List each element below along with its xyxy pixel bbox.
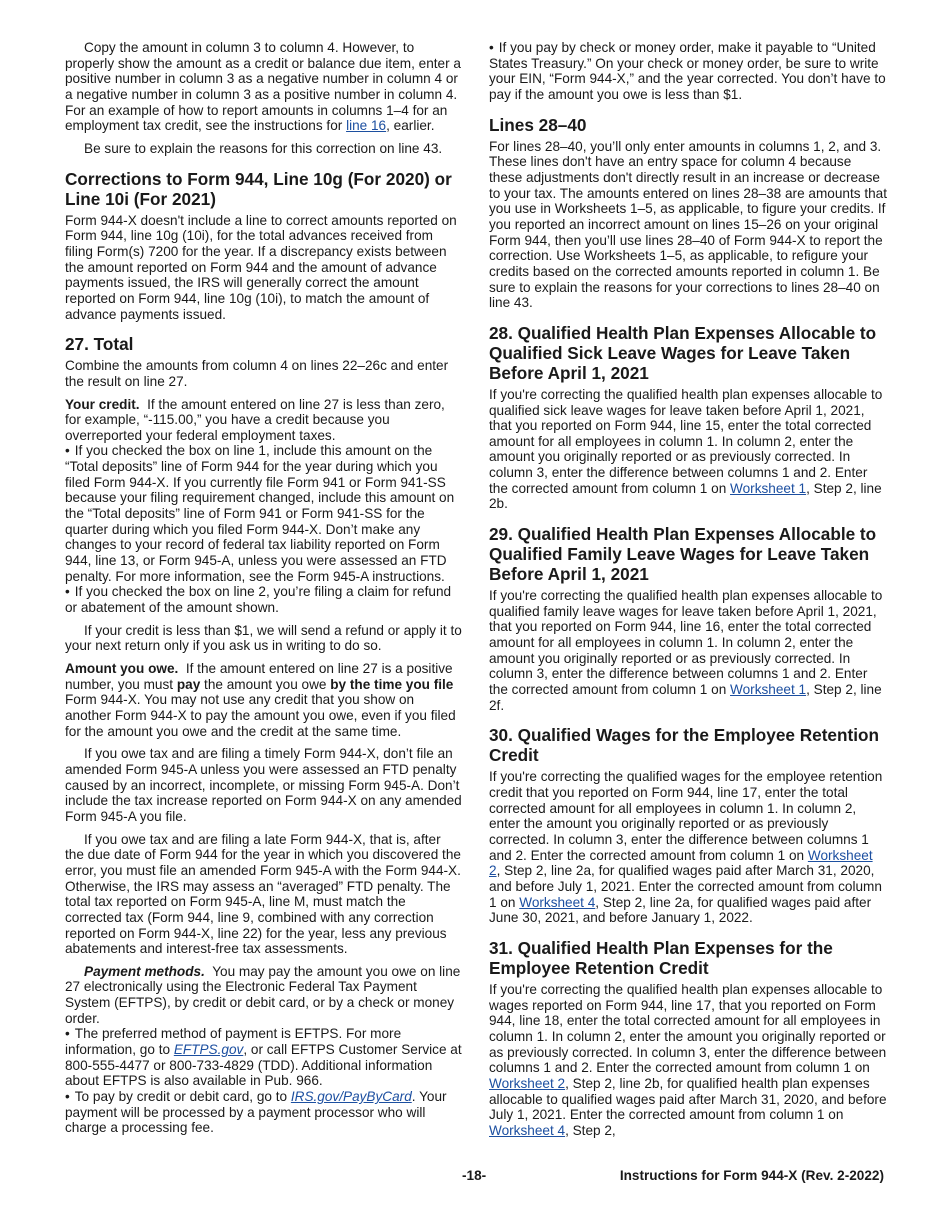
bullet-check-money-order: • If you pay by check or money order, make it payable to “United States Treasury.” On your check or money order, be sure to write your EIN, “Form 944-X,” and the year corrected. You don’t have to pay if the amount you owe is less than $1.	[489, 40, 886, 102]
your-credit-label: Your credit.	[65, 396, 140, 412]
bullet-icon: •	[65, 1026, 70, 1042]
bullet-eftps: • The preferred method of payment is EFTPS. For more information, go to EFTPS.gov, or call EFTPS Customer Service at 800-555-4477 or 800-733-4829 (TDD). Additional information about EFTPS is also available in Pub. 966.	[65, 1026, 462, 1089]
worksheet-2-link[interactable]: Worksheet 2	[489, 847, 873, 879]
paragraph-total: Combine the amounts from column 4 on lines 22–26c and enter the result on line 27.	[65, 358, 449, 389]
heading-27-total: 27. Total	[65, 334, 134, 355]
paragraph-corrections: Form 944-X doesn't include a line to correct amounts reported on Form 944, line 10g (10i), for the total advances received from filing Form(s) 7200 for the year. If a discrepancy exists between the amount reported on Form 944 and the amount of advance payments issued, the IRS will generally correct the amount reported on Form 944, line 10g (10i), to match the amount of advance payments issued.	[65, 212, 457, 322]
amount-you-owe-label: Amount you owe.	[65, 661, 179, 676]
heading-corrections-line-10g: Corrections to Form 944, Line 10g (For 2020) or Line 10i (For 2021)	[65, 168, 452, 209]
heading-line-29: 29. Qualified Health Plan Expenses Allocable to Qualified Family Leave Wages for Leave Taken Before April 1, 2021	[489, 524, 877, 585]
heading-line-28: 28. Qualified Health Plan Expenses Allocable to Qualified Sick Leave Wages for Leave Taken Before April 1, 2021	[489, 322, 877, 383]
worksheet-4-link[interactable]: Worksheet 4	[489, 1122, 566, 1138]
right-column	[489, 40, 887, 1145]
page-number: -18-	[462, 1168, 487, 1183]
paragraph-payment-methods: Payment methods. You may pay the amount you owe on line 27 electronically using the Electronic Federal Tax Payment System (EFTPS), by credit or debit card, or by a check or money order.	[65, 963, 461, 1026]
heading-line-30: 30. Qualified Wages for the Employee Retention Credit	[489, 725, 879, 766]
paragraph-line-29: If you're correcting the qualified health plan expenses allocable to qualified family leave wages for leave taken before April 1, 2021, that you reported on Form 944, line 16, enter the total corrected amount for all employees in column 1. In column 2, enter the amount you originally reported or as previously corrected. In column 3, enter the difference between columns 1 and 2. Enter the corrected amount from column 1 on Worksheet 1, Step 2, line 2f.	[489, 588, 883, 713]
worksheet-1-link[interactable]: Worksheet 1	[730, 682, 807, 698]
bullet-credit-line-1: • If you checked the box on line 1, include this amount on the “Total deposits” line of Form 944 for the year during which you filed Form 944-X. If you currently file Form 941 or Form 941-SS because your filing requirement changed, include this amount on the “Total deposits” line of Form 941 or Form 941-SS for the quarter during which you filed Form 944-X. Don’t make any changes to your record of federal tax liability reported on Form 944, line 13, or Form 945-A, unless you were assessed an FTD penalty. For more information, see the Form 945-A instructions.	[65, 443, 455, 584]
paragraph-lines-28-40: For lines 28–40, you’ll only enter amounts in columns 1, 2, and 3. These lines don't have an entry space for column 4 because these adjustments don't directly result in an increase or decrease to your tax. The amounts entered on lines 28–38 are amounts that you use in Worksheets 1–5, as applicable, to figure your credits. If you reported an incorrect amount on lines 15–26 on your original Form 944, then you’ll use lines 28–40 of Form 944-X to report the correction. Use Worksheets 1–5, as applicable, to refigure your credits based on the corrected amounts reported in column 1. Be sure to explain the reasons for your corrections to lines 28–40 on line 43.	[489, 138, 887, 311]
bullet-pay-by-card: • To pay by credit or debit card, go to IRS.gov/PayByCard. Your payment will be processed by a payment processor who will charge a processing fee.	[65, 1089, 447, 1136]
line-16-link[interactable]: line 16	[346, 118, 387, 134]
bullet-icon: •	[489, 40, 494, 55]
paragraph-line-28: If you're correcting the qualified health plan expenses allocable to qualified sick leave wages for leave taken before April 1, 2021, that you reported on Form 944, line 15, enter the total corrected amount for all employees in column 1. In column 2, enter the amount you originally reported or as previously corrected. In column 3, enter the difference between columns 1 and 2. Enter the corrected amount from column 1 on Worksheet 1, Step 2, line 2b.	[489, 386, 883, 512]
paragraph-credit-less-than-1: If your credit is less than $1, we will send a refund or apply it to your next return only if you ask us in writing to do so.	[65, 622, 462, 654]
paragraph-late-form: If you owe tax and are filing a late Form 944-X, that is, after the due date of Form 944 for the year in which you discovered the error, you must file an amended Form 945-A with the Form 944-X. Otherwise, the IRS may assess an “averaged” FTD penalty. The total tax reported on Form 945-A, line M, must match the corrected tax (Form 944, line 9, combined with any correction reported on Form 944-X, line 22) for the year, less any previous abatements and interest-free tax assessments.	[65, 831, 461, 957]
worksheet-2-link[interactable]: Worksheet 2	[489, 1075, 566, 1091]
footer-document-title: Instructions for Form 944-X (Rev. 2-2022)	[619, 1168, 884, 1183]
bullet-credit-line-2: • If you checked the box on line 2, you’re filing a claim for refund or abatement of the amount shown.	[65, 584, 452, 616]
bullet-icon: •	[65, 443, 70, 459]
paragraph-amount-you-owe: Amount you owe. If the amount entered on line 27 is a positive number, you must pay the amount you owe by the time you file Form 944-X. You may not use any credit that you show on another Form 944-X to pay the amount you owe, even if you filed for the amount you owe and the credit at the same time.	[65, 661, 456, 739]
bullet-icon: •	[65, 1089, 70, 1105]
worksheet-1-link[interactable]: Worksheet 1	[730, 480, 807, 496]
bullet-icon: •	[65, 584, 70, 600]
paragraph-your-credit: Your credit. If the amount entered on line 27 is less than zero, for example, “-115.00,” you have a credit because you overreported your federal employment taxes.	[65, 396, 445, 443]
paragraph-copy-amount: Copy the amount in column 3 to column 4. However, to properly show the amount as a credit or balance due item, enter a positive number in column 3 as a negative number in column 4 or a negative number in column 3 as a positive number in column 4. For an example of how to report amounts in columns 1–4 for an employment tax credit, see the instructions for line 16, earlier.	[65, 40, 461, 134]
payment-methods-label: Payment methods.	[84, 963, 205, 979]
left-column	[65, 40, 463, 1136]
paragraph-timely-form: If you owe tax and are filing a timely Form 944-X, don’t file an amended Form 945-A unless you were assessed an FTD penalty caused by an incorrect, incomplete, or missing Form 945-A. Don’t include the tax increase reported on Form 944-X on any amended Form 945-A you file.	[65, 746, 462, 824]
paragraph-line-31: If you're correcting the qualified health plan expenses allocable to wages reported on Form 944, line 17, that you reported on Form 944, line 18, enter the total corrected amount for all employees in column 1. In column 2, enter the amount you originally reported or as previously corrected. In column 3, enter the difference between columns 1 and 2. Enter the corrected amount from column 1 on Worksheet 2, Step 2, line 2b, for qualified health plan expenses allocable to qualified wages paid after March 31, 2020, and before July 1, 2021. Enter the corrected amount from column 1 on Worksheet 4, Step 2,	[489, 981, 887, 1138]
worksheet-4-link[interactable]: Worksheet 4	[519, 894, 596, 910]
pay-by-card-link[interactable]: IRS.gov/PayByCard	[290, 1089, 412, 1105]
paragraph-line-30: If you're correcting the qualified wages for the employee retention credit that you reported on Form 944, line 17, enter the total corrected amount for all employees in column 1. In column 2, enter the amount you originally reported or as previously corrected. In column 3, enter the difference between columns 1 and 2. Enter the corrected amount from column 1 on Worksheet 2, Step 2, line 2a, for qualified wages paid after March 31, 2020, and before July 1, 2021. Enter the corrected amount from column 1 on Worksheet 4, Step 2, line 2a, for qualified wages paid after June 30, 2021, and before January 1, 2022.	[489, 769, 883, 926]
heading-lines-28-40: Lines 28–40	[489, 114, 587, 135]
heading-line-31: 31. Qualified Health Plan Expenses for the Employee Retention Credit	[489, 937, 833, 978]
eftps-link[interactable]: EFTPS.gov	[173, 1042, 244, 1058]
paragraph-explain-reasons: Be sure to explain the reasons for this correction on line 43.	[84, 140, 443, 156]
